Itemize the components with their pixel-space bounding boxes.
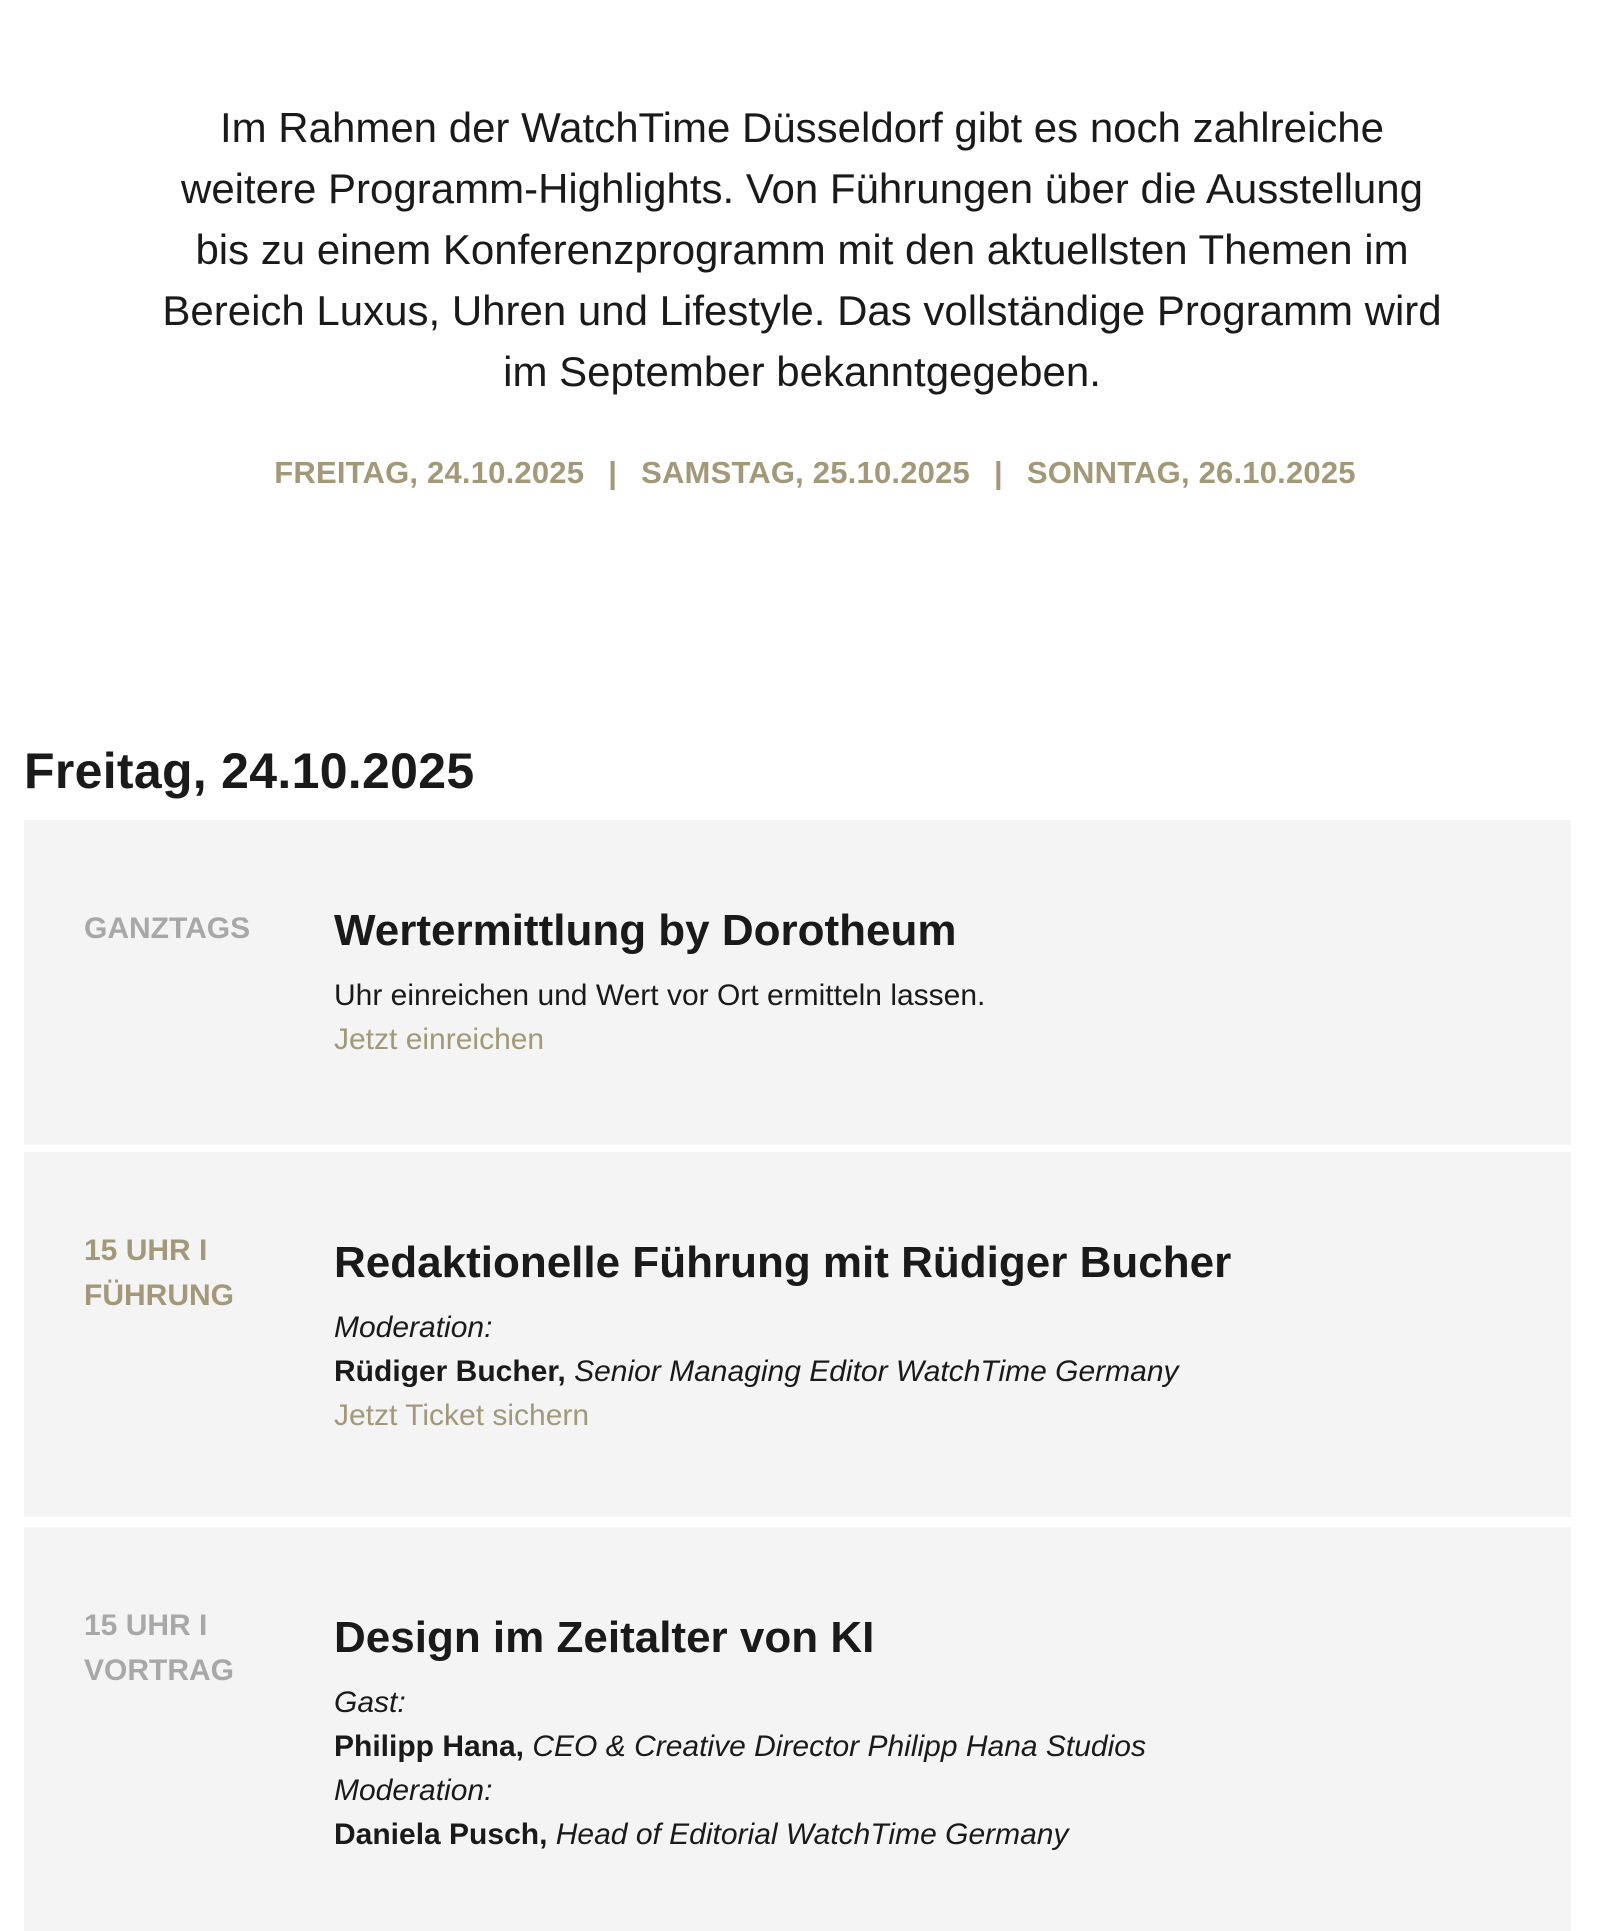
event-time-label: 15 UHR I: [84, 1609, 208, 1642]
intro-paragraph: Im Rahmen der WatchTime Düsseldorf gibt es noch zahlreiche weitere Programm-Highlights. Von Führungen über die Ausstellung bis zu einem Konferenzprogramm mit den aktuellsten Themen im Bereich Luxus, Uhren und Lifestyle. Das vollständige Programm wird im September bekanntgegeben.: [162, 104, 1442, 395]
moderator-role: Senior Managing Editor WatchTime Germany: [574, 1355, 1179, 1388]
event-type-label: FÜHRUNG: [84, 1279, 234, 1312]
event-title: Redaktionelle Führung mit Rüdiger Bucher: [334, 1238, 1232, 1287]
event-body: [334, 1609, 1531, 1857]
date-link-saturday[interactable]: SAMSTAG, 25.10.2025: [641, 455, 970, 490]
date-navigation: [0, 455, 1604, 491]
guest-name: Philipp Hana,: [334, 1730, 525, 1763]
moderator-line: [334, 1813, 1531, 1857]
date-link-sunday[interactable]: SONNTAG, 26.10.2025: [1026, 455, 1356, 490]
event-time: [84, 1228, 304, 1318]
event-body: [334, 902, 1531, 1062]
submit-link[interactable]: Jetzt einreichen: [334, 1023, 545, 1056]
moderation-label: Moderation:: [334, 1774, 493, 1807]
event-time-label: GANZTAGS: [84, 912, 251, 945]
guest-label: Gast:: [334, 1686, 406, 1719]
event-time: [84, 1603, 304, 1693]
moderator-name: Daniela Pusch,: [334, 1818, 548, 1851]
event-time: [84, 906, 304, 951]
guest-line: [334, 1725, 1531, 1769]
date-separator: |: [993, 455, 1003, 490]
day-heading: Freitag, 24.10.2025: [24, 743, 475, 799]
guest-role: CEO & Creative Director Philipp Hana Studios: [532, 1730, 1146, 1763]
moderator-name: Rüdiger Bucher,: [334, 1355, 566, 1388]
event-type-label: VORTRAG: [84, 1654, 234, 1687]
event-card: [24, 1152, 1571, 1517]
moderator-role: Head of Editorial WatchTime Germany: [555, 1818, 1069, 1851]
event-card: [24, 1527, 1571, 1931]
event-time-label: 15 UHR I: [84, 1234, 208, 1267]
event-body: [334, 1234, 1531, 1438]
event-description: Uhr einreichen und Wert vor Ort ermitteln lassen.: [334, 979, 986, 1012]
date-separator: |: [608, 455, 618, 490]
date-link-friday[interactable]: FREITAG, 24.10.2025: [274, 455, 585, 490]
moderation-label: Moderation:: [334, 1311, 493, 1344]
event-title: Design im Zeitalter von KI: [334, 1613, 875, 1662]
ticket-link[interactable]: Jetzt Ticket sichern: [334, 1399, 590, 1432]
event-card: [24, 820, 1571, 1145]
moderator-line: [334, 1350, 1531, 1394]
event-title: Wertermittlung by Dorotheum: [334, 906, 957, 955]
